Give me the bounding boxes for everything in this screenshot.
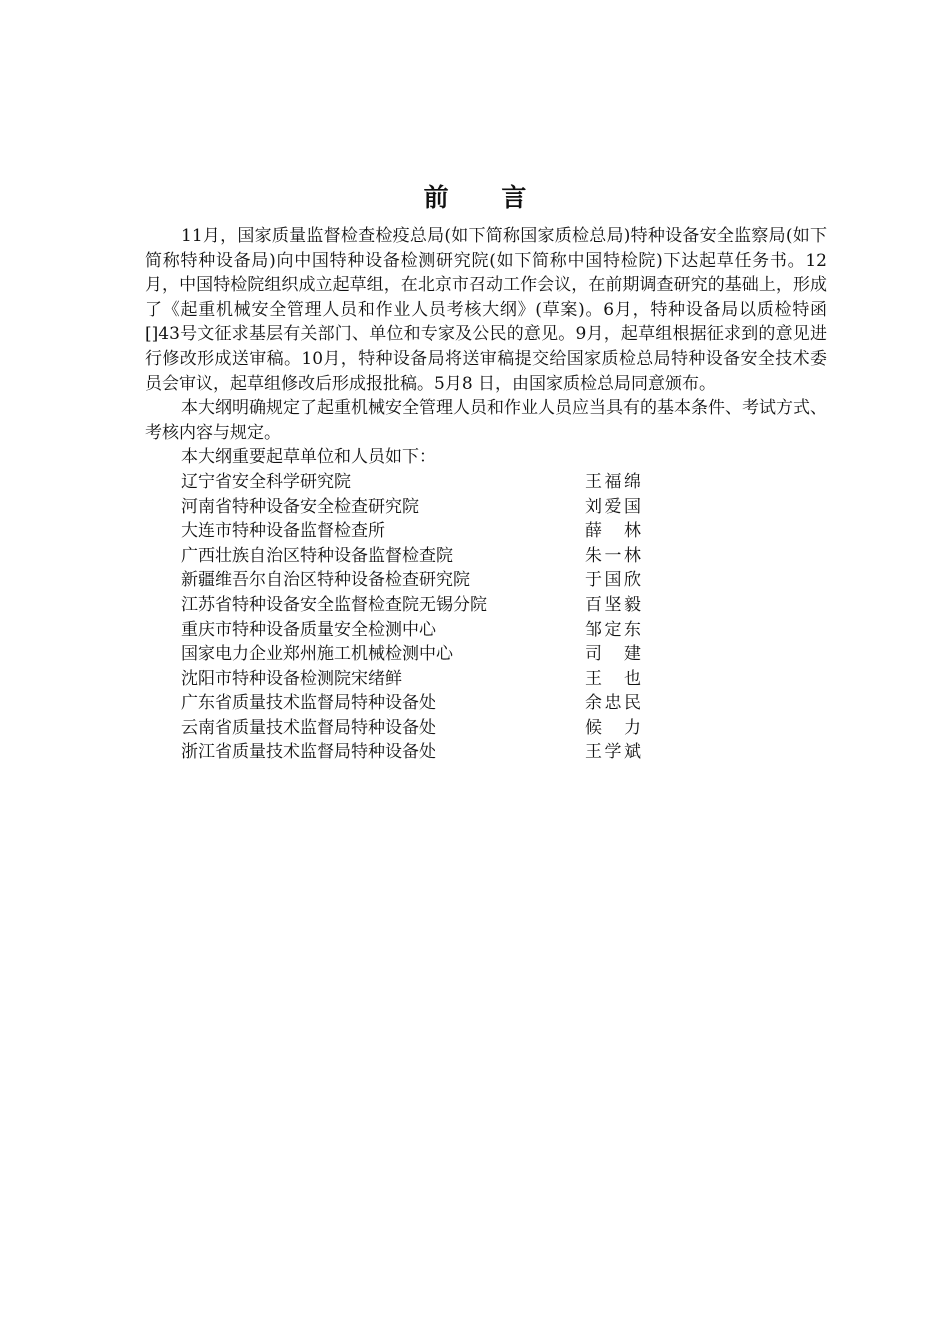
paragraph-scope: 本大纲明确规定了起重机械安全管理人员和作业人员应当具有的基本条件、考试方式、考核内容与规定。 (145, 398, 827, 443)
drafter-person: 于国欣 (585, 570, 641, 591)
drafter-row (145, 740, 827, 765)
drafter-person: 余忠民 (585, 693, 641, 714)
drafter-org: 新疆维吾尔自治区特种设备检查研究院 (181, 570, 470, 591)
drafter-org: 广西壮族自治区特种设备监督检查院 (181, 545, 453, 566)
drafter-row (145, 642, 827, 667)
drafter-org: 辽宁省安全科学研究院 (181, 471, 351, 492)
drafter-row (145, 618, 827, 643)
drafter-row (145, 568, 827, 593)
drafter-row (145, 716, 827, 741)
drafter-person: 王福绵 (585, 471, 641, 492)
drafter-row (145, 691, 827, 716)
drafter-org: 云南省质量技术监督局特种设备处 (181, 717, 436, 738)
paragraph-history: 11月，国家质量监督检查检疫总局(如下简称国家质检总局)特种设备安全监察局(如下简称特种设备局)向中国特种设备检测研究院(如下简称中国特检院)下达起草任务书。12月，中国特检院组织成立起草组，在北京市召动工作会议，在前期调查研究的基础上，形成了《起重机械安全管理人员和作业人员考核大纲》(草案)。6月，特种设备局以质检特函[]43号文征求基层有关部门、单位和专家及公民的意见。9月，起草组根据征求到的意见进行修改形成送审稿。10月，特种设备局将送审稿提交给国家质检总局特种设备安全技术委员会审议，起草组修改后形成报批稿。5月8 日，由国家质检总局同意颁布。 (145, 226, 827, 394)
drafter-list (145, 470, 827, 765)
drafter-person: 候力 (585, 717, 641, 738)
paragraph-drafters-intro: 本大纲重要起草单位和人员如下： (181, 447, 436, 468)
drafter-org: 江苏省特种设备安全监督检查院无锡分院 (181, 594, 487, 615)
drafter-org: 浙江省质量技术监督局特种设备处 (181, 742, 436, 763)
drafter-org: 国家电力企业郑州施工机械检测中心 (181, 644, 453, 665)
drafter-row (145, 470, 827, 495)
drafter-org: 重庆市特种设备质量安全检测中心 (181, 619, 436, 640)
drafter-row (145, 544, 827, 569)
drafter-person: 王学斌 (585, 742, 641, 763)
drafter-row (145, 593, 827, 618)
drafter-person: 邹定东 (585, 619, 641, 640)
drafter-org: 河南省特种设备安全检查研究院 (181, 496, 419, 517)
drafter-person: 朱一林 (585, 545, 641, 566)
drafter-person: 刘爱国 (585, 496, 641, 517)
drafter-row (145, 495, 827, 520)
drafter-person: 薛林 (585, 521, 641, 542)
drafter-row (145, 667, 827, 692)
drafter-org: 广东省质量技术监督局特种设备处 (181, 693, 436, 714)
drafter-org: 沈阳市特种设备检测院宋绪鲜 (181, 668, 402, 689)
page-title: 前 言 (423, 183, 549, 212)
drafter-org: 大连市特种设备监督检查所 (181, 521, 385, 542)
drafter-person: 司建 (585, 644, 641, 665)
drafter-person: 王也 (585, 668, 641, 689)
drafter-row (145, 519, 827, 544)
document-body (145, 224, 827, 765)
drafter-person: 百坚毅 (585, 594, 641, 615)
